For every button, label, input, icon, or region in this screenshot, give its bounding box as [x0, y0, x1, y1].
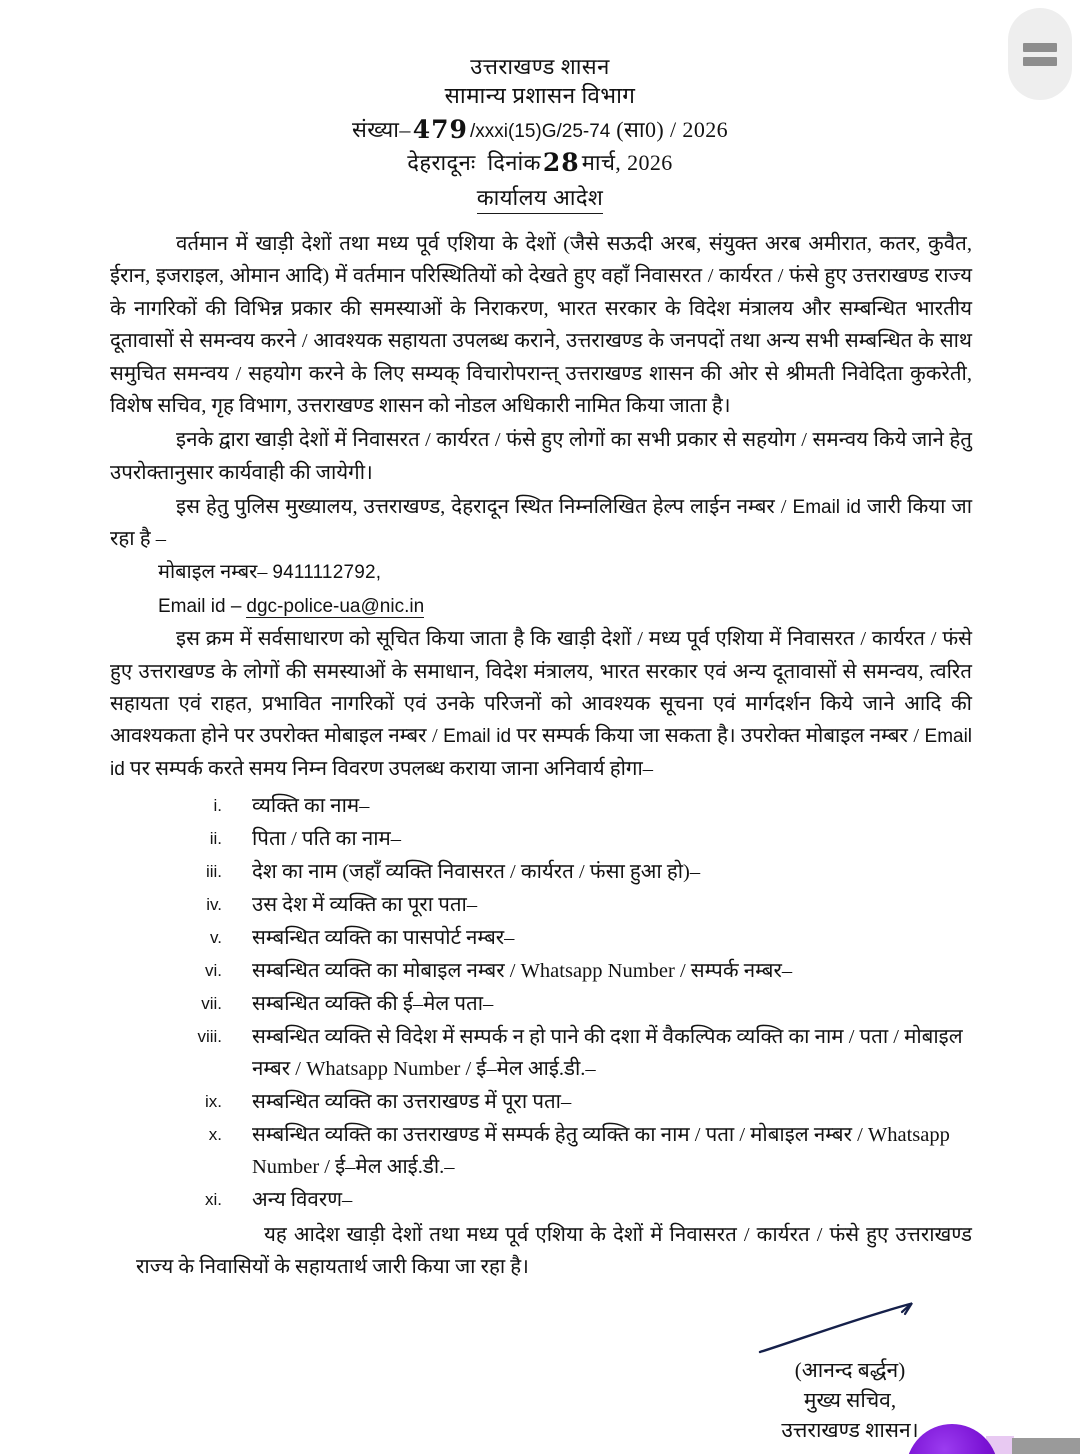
signatory-designation: मुख्य सचिव,	[803, 1387, 897, 1412]
list-item-marker: iv.	[206, 895, 222, 915]
list-item-text: उस देश में व्यक्ति का पूरा पता–	[252, 894, 478, 917]
signatory-office: उत्तराखण्ड शासन।	[781, 1417, 919, 1442]
list-item	[110, 1087, 972, 1119]
paragraph-4-latin-1: Email id	[443, 726, 512, 748]
list-item-text: सम्बन्धित व्यक्ति का पासपोर्ट नम्बर–	[252, 927, 515, 950]
signatory-name: (आनन्द बर्द्धन)	[794, 1358, 906, 1382]
paragraph-3	[110, 491, 972, 556]
bottom-system-bar	[1012, 1438, 1080, 1454]
mobile-number-value[interactable]: 9411112792,	[272, 561, 382, 583]
list-item-marker: xi.	[205, 1189, 222, 1209]
list-item-marker: vi.	[205, 961, 222, 980]
paragraph-2: इनके द्वारा खाड़ी देशों में निवासरत / कार्यरत / फंसे हुए लोगों का सभी प्रकार से सहयोग / समन्वय किये जाने हेतु उपरोक्तानुसार कार्यवाही की जायेगी।	[110, 429, 972, 484]
date-label: दिनांक	[487, 150, 541, 176]
paragraph-4-latin-2: Email id	[110, 726, 973, 780]
list-item-marker: vii.	[201, 993, 222, 1013]
handwritten-signature-stroke	[758, 1302, 918, 1354]
list-item	[110, 1185, 972, 1217]
order-title-wrap	[0, 179, 1080, 214]
reference-label: संख्या–	[351, 116, 411, 142]
list-item-text: सम्बन्धित व्यक्ति का उत्तराखण्ड में पूरा पता–	[252, 1090, 572, 1113]
list-item	[110, 956, 972, 988]
place-label: देहरादूनः	[407, 150, 476, 176]
list-item	[110, 923, 972, 955]
reference-middle: /xxxi(15)G/25-74	[469, 120, 611, 142]
list-item-text: पिता / पति का नाम–	[252, 828, 402, 851]
list-item	[110, 791, 972, 823]
paragraph-4-part-c: पर सम्पर्क करते समय निम्न विवरण उपलब्ध कराया जाना अनिवार्य होगा–	[129, 757, 653, 780]
list-item	[110, 857, 972, 889]
closing-text: यह आदेश खाड़ी देशों तथा मध्य पूर्व एशिया के देशों में निवासरत / कार्यरत / फंसे हुए उत्तराखण्ड राज्य के निवासियों के सहायतार्थ जारी किया जा रहा है।	[136, 1223, 972, 1279]
list-item-marker: x.	[208, 1124, 222, 1144]
list-item-marker: viii.	[197, 1026, 222, 1046]
list-item	[110, 989, 972, 1021]
paragraph-4-part-a: इस क्रम में सर्वसाधारण को सूचित किया जाता है कि खाड़ी देशों / मध्य पूर्व एशिया में निवासरत / कार्यरत / फंसे हुए उत्तराखण्ड के लोगों की समस्याओं के समाधान, विदेश मंत्रालय, भारत सरकार एवं अन्य दूतावासों से समन्वय, त्वरित सहायता एवं राहत, प्रभावित नागरिकों एवं उनके परिजनों को आवश्यक सूचना एवं मार्गदर्शन किये जाने आदि की आवश्यकता होने पर उपरोक्त मोबाइल नम्बर /	[110, 628, 972, 748]
paragraph-4	[110, 623, 972, 785]
list-item-text: सम्बन्धित व्यक्ति का मोबाइल नम्बर / Whatsapp Number / सम्पर्क नम्बर–	[252, 960, 793, 982]
list-item-text: व्यक्ति का नाम–	[252, 795, 370, 818]
list-item-text: सम्बन्धित व्यक्ति से विदेश में सम्पर्क न हो पाने की दशा में वैकल्पिक व्यक्ति का नाम / पता / मोबाइल नम्बर / Whatsapp Number / ई–मेल आई.डी.–	[252, 1025, 963, 1080]
list-item	[110, 890, 972, 922]
list-item-marker: ix.	[205, 1091, 222, 1111]
email-line	[110, 590, 972, 623]
paragraph-3-post: जारी किया जा रहा है –	[110, 496, 973, 551]
department-name: सामान्य प्रशासन विभाग	[444, 83, 636, 109]
paragraph-3-latin: Email id	[792, 497, 861, 518]
list-item-text: अन्य विवरण–	[252, 1188, 353, 1211]
place-date-line	[0, 145, 1080, 179]
document-body	[110, 228, 972, 1284]
reference-number-line	[0, 112, 1080, 146]
email-label: Email id –	[158, 595, 242, 617]
issuing-authority: उत्तराखण्ड शासन	[470, 54, 610, 79]
paragraph-1: वर्तमान में खाड़ी देशों तथा मध्य पूर्व एशिया के देशों (जैसे सऊदी अरब, संयुक्त अरब अमीरात, कतर, कुवैत, ईरान, इजराइल, ओमान आदि) में वर्तमान परिस्थितियों को देखते हुए वहाँ निवासरत / कार्यरत / फंसे हुए उत्तराखण्ड राज्य के नागरिकों की विभिन्न प्रकार की समस्याओं के निराकरण, भारत सरकार के विदेश मंत्रालय और सम्बन्धित भारतीय दूतावासों से समन्वय करने / आवश्यक सहायता उपलब्ध कराने, उत्तराखण्ड के जनपदों तथा अन्य सभी सम्बन्धित के साथ समुचित समन्वय / सहयोग करने के लिए सम्यक् विचारोपरान्त् उत्तराखण्ड शासन की ओर से श्रीमती निवेदिता कुकरेती, विशेष सचिव, गृह विभाग, उत्तराखण्ड शासन को नोडल अधिकारी नामित किया जाता है।	[110, 233, 972, 417]
date-day-handwritten: 28	[542, 148, 580, 178]
document-header	[0, 52, 1080, 214]
list-item	[110, 824, 972, 856]
reference-suffix: (सा0) / 2026	[616, 116, 729, 142]
order-title: कार्यालय आदेश	[477, 183, 604, 214]
mobile-label: मोबाइल नम्बर–	[158, 560, 268, 583]
handle-bar-icon	[1023, 43, 1057, 52]
handle-bar-icon	[1023, 57, 1057, 66]
closing-paragraph	[110, 1219, 972, 1284]
list-item-text: सम्बन्धित व्यक्ति का उत्तराखण्ड में सम्पर्क हेतु व्यक्ति का नाम / पता / मोबाइल नम्बर / Whatsapp Number / ई–मेल आई.डी.–	[252, 1123, 950, 1178]
list-item	[110, 1120, 972, 1184]
list-item-marker: i.	[213, 796, 222, 816]
list-item-marker: v.	[210, 928, 222, 948]
required-details-list	[110, 791, 972, 1217]
email-address-link[interactable]: dgc-police-ua@nic.in	[246, 595, 425, 617]
list-item-marker: iii.	[205, 862, 222, 882]
list-item-text: सम्बन्धित व्यक्ति की ई–मेल पता–	[252, 992, 494, 1015]
list-item-text: देश का नाम (जहाँ व्यक्ति निवासरत / कार्यरत / फंसा हुआ हो)–	[252, 861, 701, 884]
reference-number-handwritten: 479	[412, 114, 468, 144]
list-item	[110, 1022, 972, 1086]
date-rest: मार्च, 2026	[581, 150, 673, 176]
mobile-number-line	[110, 556, 972, 589]
paragraph-3-pre: इस हेतु पुलिस मुख्यालय, उत्तराखण्ड, देहरादून स्थित निम्नलिखित हेल्प लाईन नम्बर /	[176, 496, 787, 518]
scroll-handle-button[interactable]	[1008, 8, 1072, 100]
paragraph-4-part-b: पर सम्पर्क किया जा सकता है। उपरोक्त मोबाइल नम्बर /	[516, 725, 920, 748]
list-item-marker: ii.	[209, 829, 222, 849]
